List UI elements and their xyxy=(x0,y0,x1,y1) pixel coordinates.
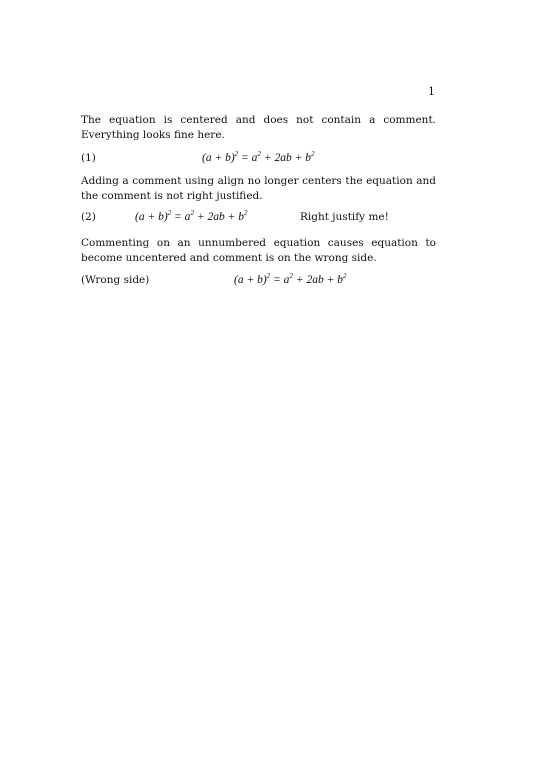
paragraph-align-comment: Adding a comment using align no longer centers the equation and the comment is not right justified. xyxy=(81,175,436,202)
equation-1 xyxy=(81,150,436,166)
equation-number: (2) xyxy=(81,211,96,223)
equation-number: (1) xyxy=(81,152,96,164)
equation-2 xyxy=(81,209,436,225)
equation-math: $(a + b)^2 = a^2 + 2ab + b^2$ xyxy=(234,272,347,286)
page-number: 1 xyxy=(428,85,435,98)
paragraph-unnumbered: Commenting on an unnumbered equation causes equation to become uncentered and comment is on the wrong side. xyxy=(81,237,436,264)
equation-3 xyxy=(81,272,436,288)
paragraph-intro: The equation is centered and does not contain a comment. Everything looks fine here. xyxy=(81,114,436,141)
equation-math: $(a + b)^2 = a^2 + 2ab + b^2$ xyxy=(135,209,248,223)
equation-tag-wrong-side: (Wrong side) xyxy=(81,274,150,286)
equation-comment: Right justify me! xyxy=(300,211,389,223)
equation-math: $(a + b)^2 = a^2 + 2ab + b^2$ xyxy=(202,150,315,164)
